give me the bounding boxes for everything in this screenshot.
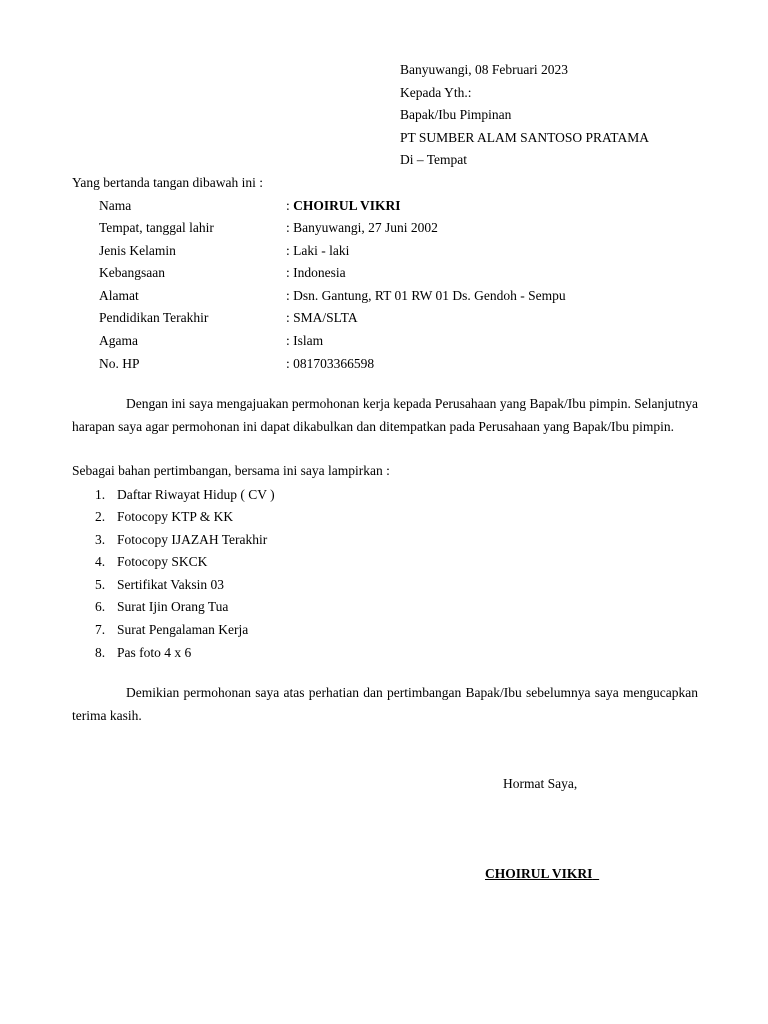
- list-number: 6.: [95, 599, 106, 614]
- list-number: 4.: [95, 554, 106, 569]
- body-paragraph: [72, 393, 698, 438]
- company-name: PT SUMBER ALAM SANTOSO PRATAMA: [400, 130, 649, 145]
- identity-label: Tempat, tanggal lahir: [99, 220, 214, 235]
- signature-name-text: CHOIRUL VIKRI: [485, 866, 593, 881]
- list-number: 3.: [95, 532, 106, 547]
- closing-paragraph-text: Demikian permohonan saya atas perhatian dan pertimbangan Bapak/Ibu sebelumnya saya mengucapkan terima kasih.: [72, 685, 698, 723]
- identity-label: Pendidikan Terakhir: [99, 310, 209, 325]
- list-number: 8.: [95, 645, 106, 660]
- list-item: Surat Ijin Orang Tua: [117, 599, 229, 614]
- list-number: 2.: [95, 509, 106, 524]
- identity-value: : SMA/SLTA: [286, 310, 358, 325]
- signature-name: [485, 866, 599, 882]
- body-paragraph-text: Dengan ini saya mengajuakan permohonan kerja kepada Perusahaan yang Bapak/Ibu pimpin. Selanjutnya harapan saya agar permohonan ini dapat dikabulkan dan ditempatkan pada Perusahaan yang Bapak/Ibu pimpin.: [72, 396, 698, 434]
- attachments-intro: Sebagai bahan pertimbangan, bersama ini saya lampirkan :: [72, 463, 390, 478]
- recipient: Bapak/Ibu Pimpinan: [400, 107, 512, 122]
- identity-label: Nama: [99, 198, 132, 213]
- identity-label: Agama: [99, 333, 138, 348]
- identity-value-name: : CHOIRUL VIKRI: [286, 198, 401, 213]
- identity-label: No. HP: [99, 356, 140, 371]
- identity-value: : Banyuwangi, 27 Juni 2002: [286, 220, 438, 235]
- list-item: Surat Pengalaman Kerja: [117, 622, 249, 637]
- intro-text: Yang bertanda tangan dibawah ini :: [72, 175, 263, 190]
- identity-value: : 081703366598: [286, 356, 375, 371]
- identity-label: Kebangsaan: [99, 265, 165, 280]
- list-item: Pas foto 4 x 6: [117, 645, 192, 660]
- list-item: Daftar Riwayat Hidup ( CV ): [117, 487, 275, 502]
- identity-value: : Indonesia: [286, 265, 346, 280]
- identity-label: Alamat: [99, 288, 139, 303]
- letter-date: Banyuwangi, 08 Februari 2023: [400, 62, 568, 77]
- list-number: 1.: [95, 487, 106, 502]
- salutation-to: Kepada Yth.:: [400, 85, 472, 100]
- identity-value: : Islam: [286, 333, 324, 348]
- identity-value: : Dsn. Gantung, RT 01 RW 01 Ds. Gendoh - Sempu: [286, 288, 566, 303]
- list-item: Fotocopy KTP & KK: [117, 509, 234, 524]
- list-item: Sertifikat Vaksin 03: [117, 577, 224, 592]
- recipient-location: Di – Tempat: [400, 152, 468, 167]
- signature-greeting: Hormat Saya,: [503, 776, 578, 791]
- identity-label: Jenis Kelamin: [99, 243, 176, 258]
- list-item: Fotocopy IJAZAH Terakhir: [117, 532, 268, 547]
- list-number: 7.: [95, 622, 106, 637]
- identity-value: : Laki - laki: [286, 243, 350, 258]
- list-number: 5.: [95, 577, 106, 592]
- list-item: Fotocopy SKCK: [117, 554, 208, 569]
- closing-paragraph: [72, 682, 698, 727]
